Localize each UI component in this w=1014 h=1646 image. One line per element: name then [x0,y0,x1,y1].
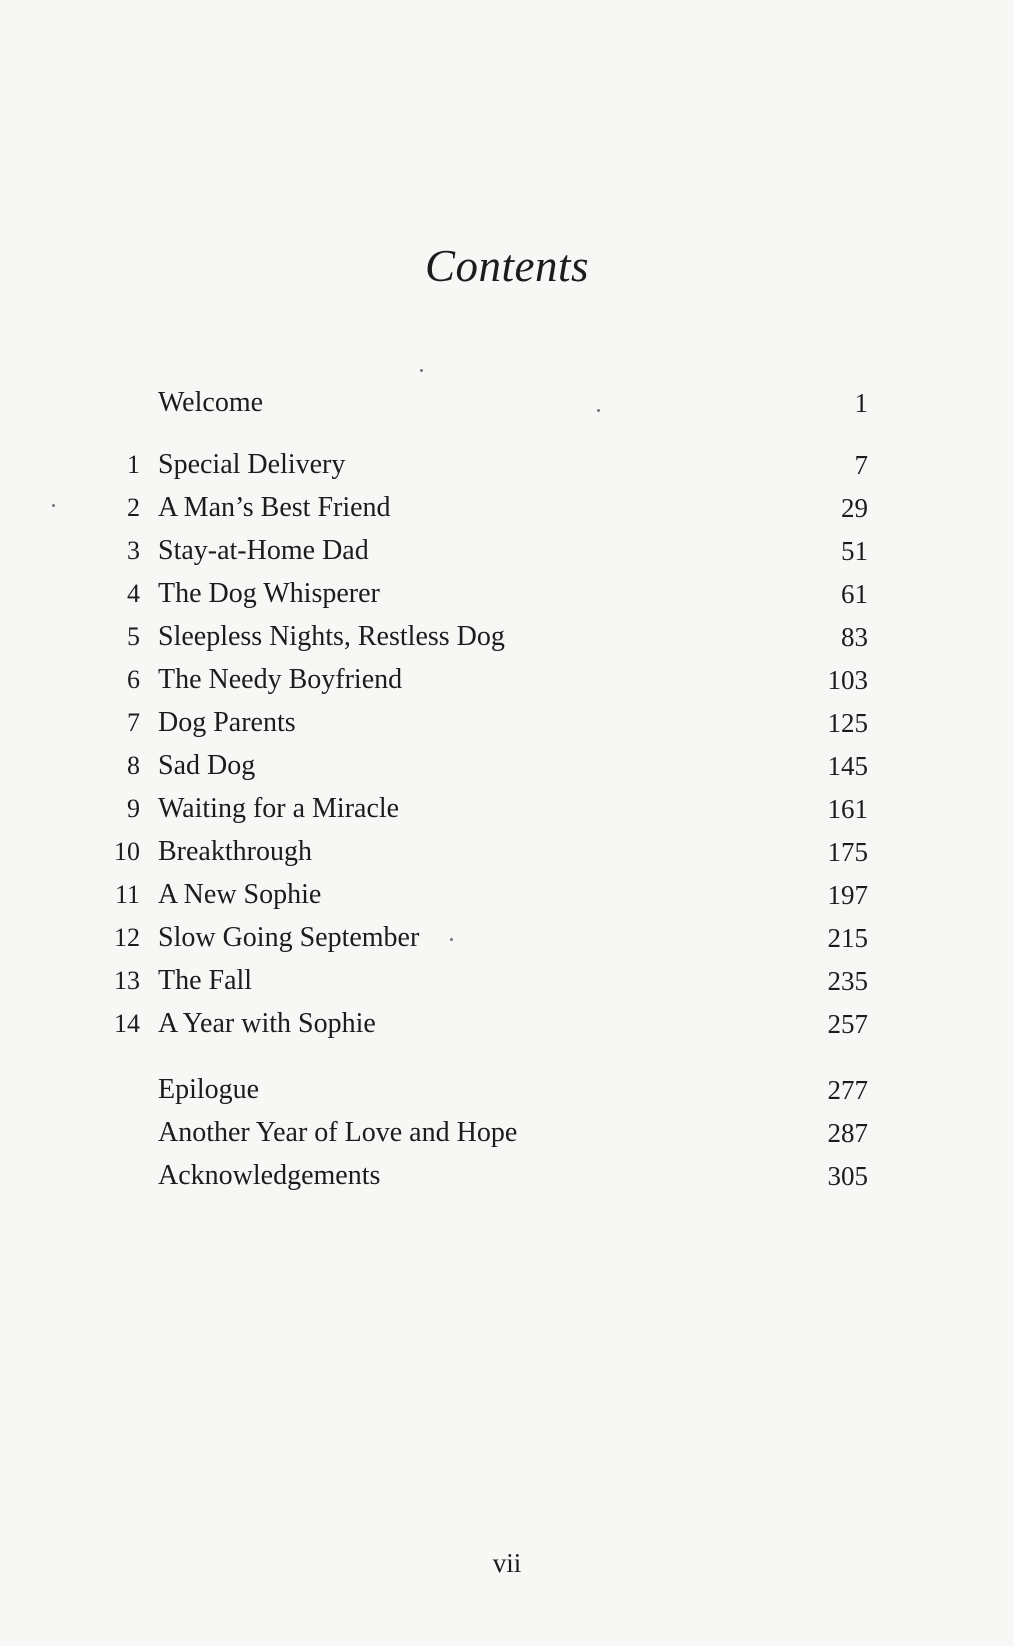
chapter-page: 235 [827,966,868,996]
toc-chapter-4 [0,576,1014,612]
chapter-page: 103 [827,665,868,695]
chapter-page: 83 [841,622,868,652]
toc-entry-page: 287 [827,1118,868,1148]
toc-chapter-3 [0,533,1014,569]
page-number: vii [492,1548,522,1578]
toc-chapter-12 [0,920,1014,956]
chapter-title: Slow Going September [158,922,420,953]
chapter-title: Special Delivery [158,449,346,480]
toc-chapter-7 [0,705,1014,741]
scan-speck [52,504,55,507]
chapter-number: 3 [127,536,140,565]
chapter-page: 161 [827,794,868,824]
chapter-page: 29 [841,493,868,523]
chapter-title: Stay-at-Home Dad [158,535,369,566]
toc-entry-title: Welcome [158,387,264,418]
chapter-number: 6 [127,665,140,694]
chapter-page: 61 [841,579,868,609]
chapter-number: 5 [127,622,140,651]
scan-speck [597,409,600,412]
chapter-page: 257 [827,1009,868,1039]
toc-chapter-9 [0,791,1014,827]
chapter-title: Sad Dog [158,750,256,781]
toc-chapter-10 [0,834,1014,870]
chapter-number: 12 [114,923,140,952]
chapter-page: 145 [827,751,868,781]
chapter-number: 1 [127,450,140,479]
chapter-title: Dog Parents [158,707,296,738]
chapter-page: 7 [854,450,868,480]
chapter-title: The Fall [158,965,253,996]
toc-chapter-6 [0,662,1014,698]
chapter-number: 13 [114,966,140,995]
toc-chapter-2 [0,490,1014,526]
chapter-number: 11 [114,880,140,909]
chapter-title: The Dog Whisperer [158,578,380,609]
toc-chapter-13 [0,963,1014,999]
toc-entry-page: 277 [827,1075,868,1105]
toc-chapter-14 [0,1006,1014,1042]
chapter-title: Sleepless Nights, Restless Dog [158,621,505,652]
toc-chapter-1 [0,447,1014,483]
toc-chapter-5 [0,619,1014,655]
scan-speck [450,938,453,941]
toc-entry-page: 1 [854,388,868,418]
chapter-page: 51 [841,536,868,566]
toc-entry-another-year [0,1115,1014,1151]
chapter-number: 4 [127,579,140,608]
page-title: Contents [424,241,589,291]
toc-chapter-11 [0,877,1014,913]
chapter-page: 197 [827,880,868,910]
chapter-title: A Year with Sophie [158,1008,376,1039]
chapter-page: 175 [827,837,868,867]
toc-entry-epilogue [0,1072,1014,1108]
chapter-number: 8 [127,751,140,780]
toc-chapter-8 [0,748,1014,784]
chapter-page: 215 [827,923,868,953]
chapter-page: 125 [827,708,868,738]
scan-speck [420,369,423,372]
toc-entry-title: Acknowledgements [158,1160,381,1191]
chapter-title: Waiting for a Miracle [158,793,400,824]
chapter-number: 14 [114,1009,140,1038]
chapter-title: The Needy Boyfriend [158,664,403,695]
toc-entry-page: 305 [827,1161,868,1191]
chapter-title: A New Sophie [158,879,322,910]
chapter-number: 9 [127,794,140,823]
toc-entry-title: Another Year of Love and Hope [158,1117,518,1148]
chapter-title: Breakthrough [158,836,312,867]
chapter-number: 10 [114,837,140,866]
chapter-number: 7 [127,708,140,737]
chapter-number: 2 [127,493,140,522]
toc-entry-title: Epilogue [158,1074,260,1105]
toc-entry-acknowledgements [0,1158,1014,1194]
toc-entry-welcome [0,385,1014,421]
chapter-title: A Man’s Best Friend [158,492,391,523]
